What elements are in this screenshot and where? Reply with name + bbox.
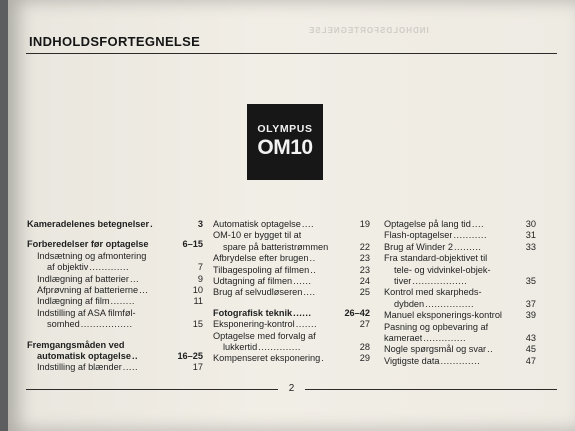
toc-leader-dots: ................ <box>425 298 474 309</box>
toc-entry <box>384 356 536 367</box>
toc-leader-dots: ........ <box>110 296 135 307</box>
toc-entry-title: spare på batteristrømmen <box>223 241 329 252</box>
toc-entry-title: Fra standard-objektivet til <box>384 253 488 264</box>
toc-entry-title: Pasning og opbevaring af <box>384 321 489 332</box>
toc-entry <box>27 296 203 307</box>
toc-entry <box>384 242 536 253</box>
toc-page-number: 37 <box>525 298 536 309</box>
toc-leader-dots: ..... <box>122 362 139 373</box>
toc-page-number: 11 <box>193 296 203 307</box>
toc-entry-title: Nogle spørgsmål og svar <box>384 344 487 355</box>
toc-leader-dots: .. <box>310 264 317 275</box>
toc-entry-title: Indlægning af batterier <box>37 273 129 284</box>
toc-page-number: 47 <box>525 355 536 366</box>
toc-page-number: 39 <box>525 310 536 321</box>
toc-entry <box>213 230 370 241</box>
toc-page-number: 43 <box>525 332 536 343</box>
toc-entry <box>27 262 203 273</box>
toc-leader-dots: ........... <box>453 230 488 241</box>
toc-entry <box>213 276 370 287</box>
toc-entry-title: Manuel eksponerings-kontrol <box>384 310 502 321</box>
toc-entry-title: kameraet <box>384 332 423 343</box>
toc-page-number: 10 <box>192 284 203 295</box>
toc-entry-title: Kameradelenes betegnelser <box>27 219 150 229</box>
toc-entry <box>213 253 370 264</box>
toc-entry-title: Optagelse med forvalg af <box>213 330 316 341</box>
toc-page-number: 24 <box>359 275 370 286</box>
toc-entry <box>384 344 536 355</box>
toc-leader-dots: .... <box>301 219 315 229</box>
toc-entry <box>213 287 370 298</box>
toc-gap <box>27 331 203 340</box>
toc-entry <box>213 353 370 364</box>
toc-page-number: 6–15 <box>182 239 203 250</box>
toc-entry <box>27 308 203 319</box>
toc-entry-title: Indstilling af ASA filmføl- <box>37 307 136 318</box>
toc-entry-title: Eksponering-kontrol <box>213 319 295 330</box>
toc-column-2 <box>213 219 370 365</box>
toc-entry <box>27 285 203 296</box>
page-title: INDHOLDSFORTEGNELSE <box>29 34 201 49</box>
document-page <box>8 0 575 431</box>
toc-entry <box>27 319 203 330</box>
toc-entry-title: Afbrydelse efter brugen <box>213 253 309 264</box>
toc-entry-title: af objektiv <box>47 262 89 273</box>
toc-entry <box>213 242 370 253</box>
toc-entry <box>384 265 536 276</box>
toc-page-number: 19 <box>359 219 370 229</box>
toc-entry-title: Automatisk optagelse <box>213 219 301 229</box>
toc-leader-dots: .............. <box>258 341 301 352</box>
toc-leader-dots: ...... <box>293 307 312 318</box>
toc-entry <box>384 219 536 230</box>
footer-rule-right <box>305 389 557 390</box>
toc-leader-dots: ......... <box>453 241 482 252</box>
toc-page-number: 30 <box>525 219 536 229</box>
toc-page-number: 23 <box>359 253 370 264</box>
toc-page-number: 35 <box>525 275 536 286</box>
toc-entry-title: Optagelse på lang tid <box>384 219 471 229</box>
toc-leader-dots: . <box>150 219 154 229</box>
toc-leader-dots: . <box>321 353 325 364</box>
toc-entry <box>213 265 370 276</box>
footer-rule-left <box>26 389 278 390</box>
toc-leader-dots: .............. <box>423 332 467 343</box>
logo-brand: OLYMPUS <box>257 123 313 135</box>
page-footer <box>26 383 557 395</box>
toc-leader-dots: ... <box>139 284 149 295</box>
toc-leader-dots: .. <box>131 350 139 361</box>
toc-leader-dots: ............. <box>440 355 481 366</box>
toc-page-number: 16–25 <box>177 350 203 361</box>
toc-page-number: 31 <box>525 230 536 241</box>
toc-page-number: 15 <box>192 319 203 330</box>
toc-entry <box>27 219 203 230</box>
toc-entry-title: Fotografisk teknik <box>213 307 293 318</box>
toc-page-number: 9 <box>197 273 203 284</box>
toc-page-number: 26–42 <box>344 307 370 318</box>
toc-column-3 <box>384 219 536 367</box>
toc-entry <box>27 239 203 250</box>
toc-entry <box>27 251 203 262</box>
toc-entry <box>213 219 370 230</box>
toc-entry-title: Indlægning af film <box>37 296 110 307</box>
toc-entry <box>384 322 536 333</box>
toc-entry <box>27 340 203 351</box>
toc-entry <box>27 274 203 285</box>
toc-entry-title: tiver <box>394 275 412 286</box>
toc-leader-dots: .................. <box>412 275 468 286</box>
page-number: 2 <box>288 383 295 394</box>
toc-page-number: 29 <box>359 353 370 364</box>
toc-entry-title: Indstilling af blænder <box>37 362 122 373</box>
toc-entry-title: lukkertid <box>223 341 258 352</box>
toc-page-number: 27 <box>359 319 370 330</box>
title-rule <box>26 53 557 54</box>
toc-entry-title: Kompenseret eksponering <box>213 353 321 364</box>
toc-entry <box>27 351 203 362</box>
toc-page-number: 33 <box>525 241 536 252</box>
toc-entry-title: Flash-optagelser <box>384 230 453 241</box>
toc-leader-dots: ...... <box>293 275 312 286</box>
toc-page-number: 25 <box>359 287 370 298</box>
toc-leader-dots: ............. <box>89 262 130 273</box>
toc-column-1 <box>27 219 203 374</box>
toc-leader-dots: .... <box>303 287 316 298</box>
toc-leader-dots: .. <box>309 253 316 264</box>
logo-model: OM10 <box>257 136 313 159</box>
toc-entry <box>213 308 370 319</box>
toc-page-number: 45 <box>525 344 536 355</box>
toc-entry-title: Udtagning af filmen <box>213 275 293 286</box>
toc-entry-title: somhed <box>47 319 80 330</box>
toc-entry-title: Brug af selvudløseren <box>213 287 303 298</box>
toc-leader-dots: ....... <box>295 319 318 330</box>
toc-entry <box>384 310 536 321</box>
toc-entry-title: Forberedelser før optagelse <box>27 239 149 250</box>
toc-entry <box>384 276 536 287</box>
toc-gap <box>27 230 203 239</box>
toc-page-number: 17 <box>192 362 203 373</box>
toc-page-number: 22 <box>359 241 370 252</box>
toc-entry <box>213 331 370 342</box>
toc-entry-title: Afprøvning af batterierne <box>37 284 139 295</box>
toc-leader-dots: .. <box>487 344 494 355</box>
toc-entry <box>384 333 536 344</box>
toc-leader-dots: ................. <box>80 319 133 330</box>
toc-page-number: 28 <box>359 341 370 352</box>
toc-entry-title: Indsætning og afmontering <box>37 250 147 261</box>
bleed-through-text: INDHOLDSFORTEGNELSE <box>308 26 429 35</box>
olympus-om10-logo <box>247 104 323 180</box>
toc-page-number: 3 <box>197 219 203 229</box>
toc-entry <box>384 253 536 264</box>
toc-entry-title: Brug af Winder 2 <box>384 241 453 252</box>
toc-entry-title: Vigtigste data <box>384 355 440 366</box>
toc-entry <box>213 319 370 330</box>
toc-leader-dots: .... <box>471 219 485 229</box>
toc-entry <box>384 230 536 241</box>
toc-page-number: 7 <box>197 262 203 273</box>
toc-entry <box>384 299 536 310</box>
toc-entry-title: dybden <box>394 298 425 309</box>
toc-entry-title: Kontrol med skarpheds- <box>384 287 482 298</box>
toc-entry <box>213 342 370 353</box>
toc-gap <box>213 299 370 308</box>
toc-entry-title: automatisk optagelse <box>37 350 131 361</box>
toc-leader-dots: ... <box>129 273 140 284</box>
toc-entry-title: tele- og vidvinkel-objek- <box>394 264 491 275</box>
toc-entry <box>384 287 536 298</box>
toc-entry-title: Fremgangsmåden ved <box>27 339 125 350</box>
toc-entry-title: OM-10 er bygget til at <box>213 230 302 241</box>
toc-entry <box>27 362 203 373</box>
toc-page-number: 23 <box>359 264 370 275</box>
toc-entry-title: Tilbagespoling af filmen <box>213 264 310 275</box>
